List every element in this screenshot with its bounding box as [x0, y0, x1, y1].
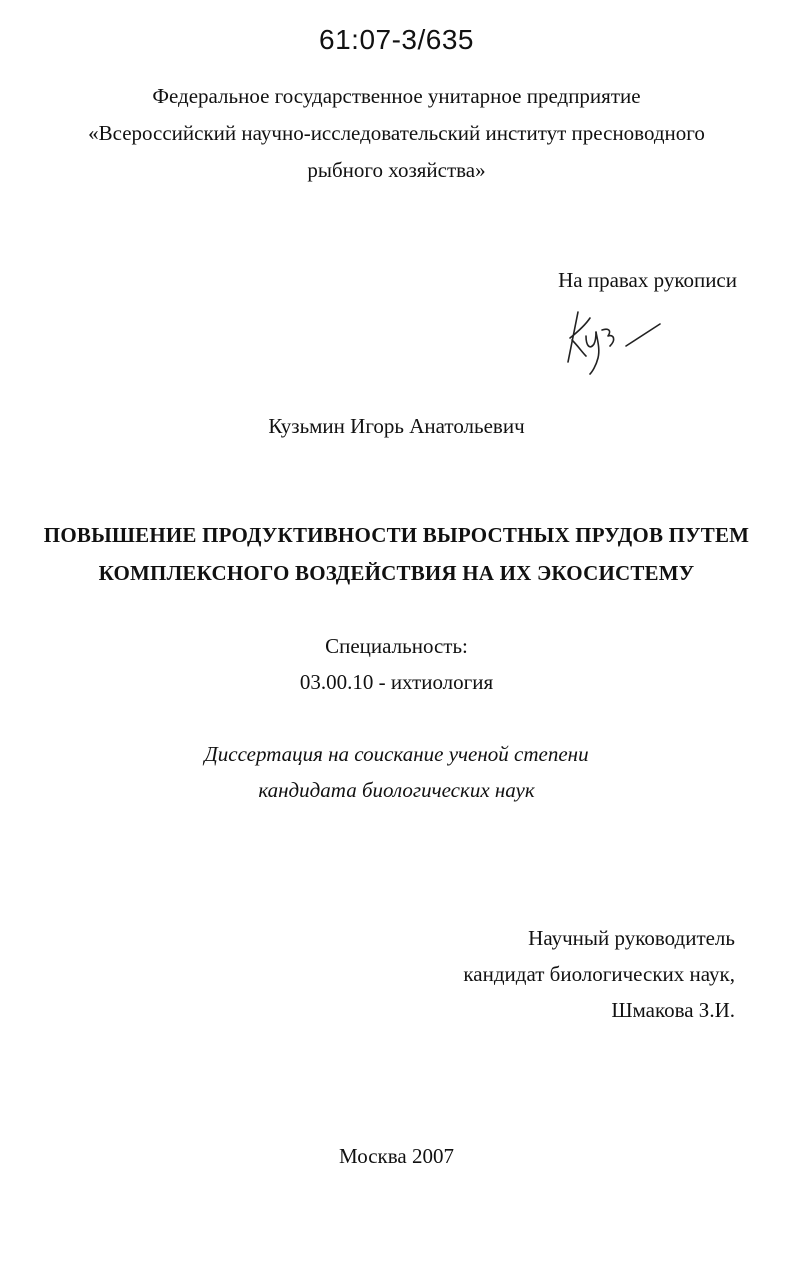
- degree-line-2: кандидата биологических наук: [258, 778, 535, 802]
- author-name: Кузьмин Игорь Анатольевич: [268, 414, 525, 438]
- supervisor-degree: кандидат биологических наук,: [463, 962, 735, 986]
- place-and-year: Москва 2007: [339, 1144, 454, 1168]
- archive-code: 61:07-3/635: [319, 24, 474, 55]
- supervisor-name: Шмакова З.И.: [611, 998, 735, 1022]
- dissertation-title-line-1: ПОВЫШЕНИЕ ПРОДУКТИВНОСТИ ВЫРОСТНЫХ ПРУДОВ ПУТЕМ: [43, 523, 750, 547]
- supervisor-label: Научный руководитель: [528, 926, 735, 950]
- organization-line-3: рыбного хозяйства»: [307, 158, 486, 182]
- degree-line-1: Диссертация на соискание ученой степени: [204, 742, 589, 766]
- manuscript-note: На правах рукописи: [558, 268, 737, 292]
- specialty-value: 03.00.10 - ихтиология: [299, 670, 494, 694]
- author-signature: [556, 300, 666, 380]
- specialty-label: Специальность:: [325, 634, 468, 658]
- organization-line-1: Федеральное государственное унитарное предприятие: [152, 84, 641, 108]
- dissertation-title-line-2: КОМПЛЕКСНОГО ВОЗДЕЙСТВИЯ НА ИХ ЭКОСИСТЕМУ: [98, 561, 695, 585]
- organization-line-2: «Всероссийский научно-исследовательский институт пресноводного: [88, 121, 705, 145]
